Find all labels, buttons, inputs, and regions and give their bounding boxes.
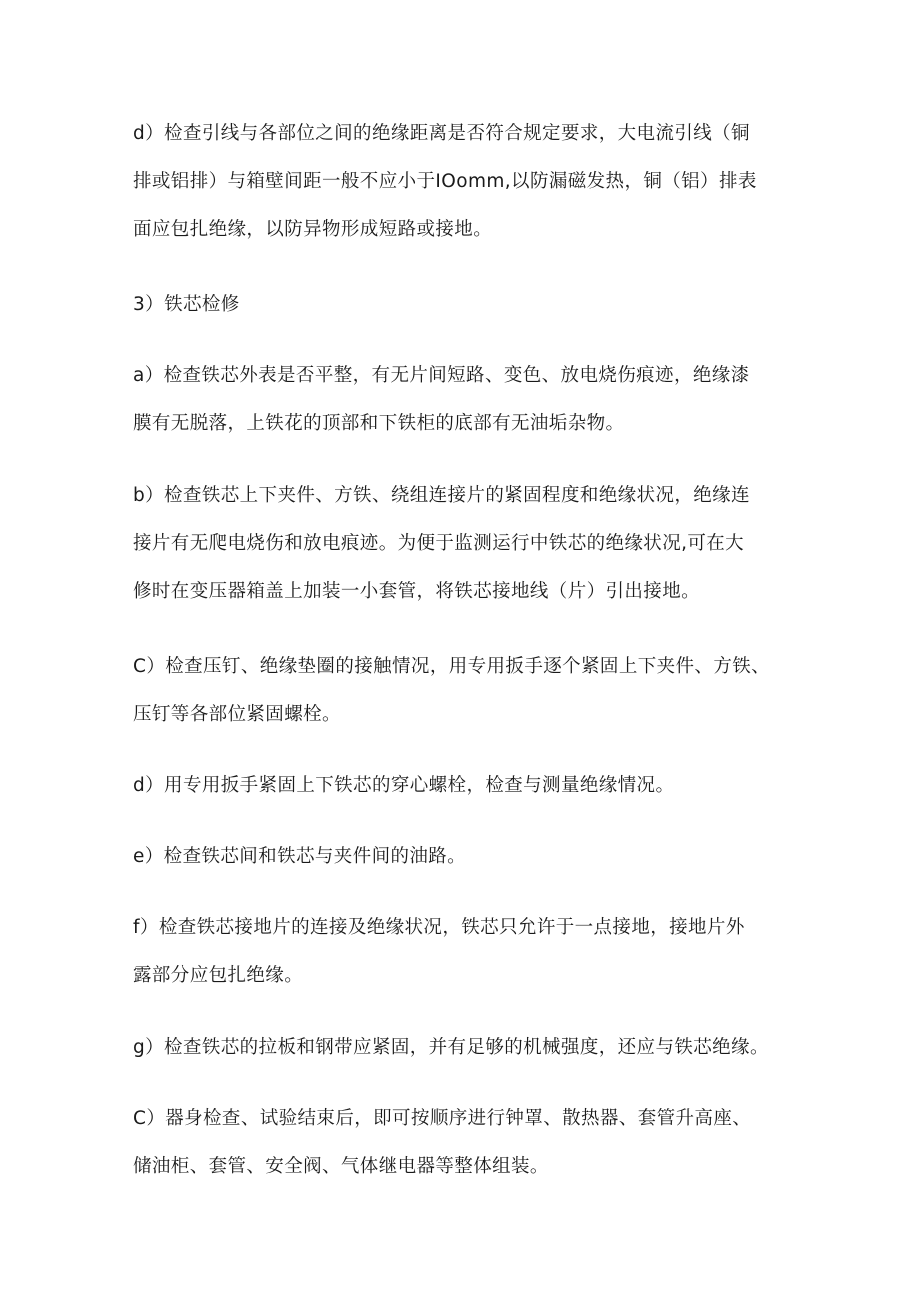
text-line: g）检查铁芯的拉板和钢带应紧固，并有足够的机械强度，还应与铁芯绝缘。: [133, 1037, 769, 1058]
text-line: a）检查铁芯外表是否平整，有无片间短路、变色、放电烧伤痕迹，绝缘漆: [133, 365, 750, 386]
paragraph-grounding: [133, 904, 805, 1000]
text-line: d）检查引线与各部位之间的绝缘距离是否符合规定要求，大电流引线（铜: [133, 123, 750, 144]
paragraph-press-nail: [133, 643, 805, 739]
text-line: C）器身检查、试验结束后，即可按顺序进行钟罩、散热器、套管升高座、: [133, 1108, 752, 1129]
text-line: 面应包扎绝缘，以防异物形成短路或接地。: [133, 219, 493, 240]
paragraph-assembly: [133, 1095, 805, 1191]
text-line: 膜有无脱落，上铁花的顶部和下铁柜的底部有无油垢杂物。: [133, 413, 625, 434]
text-line: 修时在变压器箱盖上加装一小套管，将铁芯接地线（片）引出接地。: [133, 581, 701, 602]
text-line: e）检查铁芯间和铁芯与夹件间的油路。: [133, 846, 467, 867]
text-line: f）检查铁芯接地片的连接及绝缘状况，铁芯只允许于一点接地，接地片外: [133, 917, 745, 938]
text-line: 排或铝排）与箱壁间距一般不应小于IOomm,以防漏磁发热，铜（铝）排表: [133, 171, 757, 192]
section-heading-core-repair: [133, 281, 805, 329]
text-line: C）检查压钉、绝缘垫圈的接触情况，用专用扳手逐个紧固上下夹件、方铁、: [133, 656, 771, 677]
text-line: 储油柜、套管、安全阀、气体继电器等整体组装。: [133, 1156, 549, 1177]
text-line: d）用专用扳手紧固上下铁芯的穿心螺栓，检查与测量绝缘情况。: [133, 775, 675, 796]
paragraph-tie-plate: [133, 1024, 805, 1072]
text-line: 压钉等各部位紧固螺栓。: [133, 704, 341, 725]
paragraph-clamp-check: [133, 472, 805, 616]
text-line: 3）铁芯检修: [133, 294, 240, 315]
paragraph-bolt-tightening: [133, 762, 805, 810]
text-line: 露部分应包扎绝缘。: [133, 965, 304, 986]
text-line: b）检查铁芯上下夹件、方铁、绕组连接片的紧固程度和绝缘状况，绝缘连: [133, 485, 750, 506]
paragraph-core-surface: [133, 352, 805, 448]
text-line: 接片有无爬电烧伤和放电痕迹。为便于监测运行中铁芯的绝缘状况,可在大: [133, 533, 745, 554]
paragraph-oil-path: [133, 833, 805, 881]
paragraph-lead-clearance: [133, 110, 805, 254]
